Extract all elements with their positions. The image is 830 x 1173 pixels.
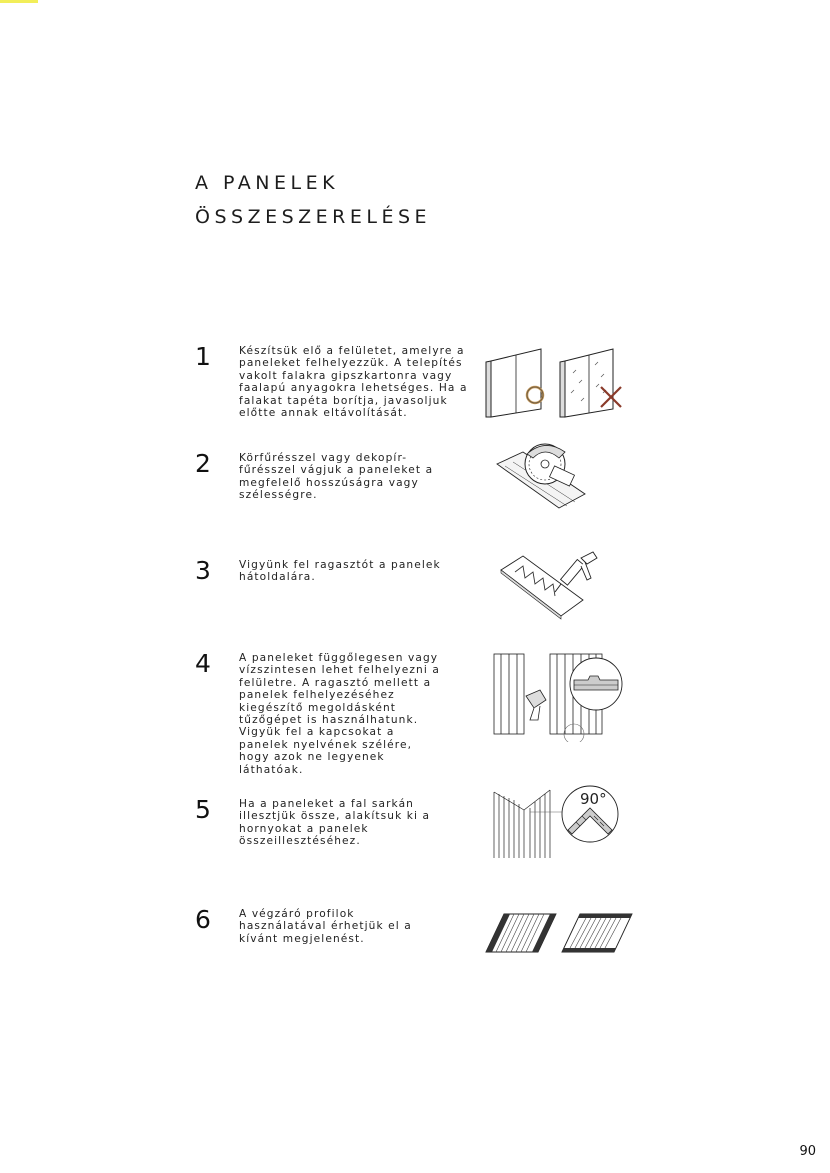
step-text-line: vakolt falakra gipszkartonra vagy bbox=[239, 369, 453, 382]
step-text-line: falakat tapéta borítja, javasoljuk bbox=[239, 394, 448, 407]
end-profile-icon bbox=[482, 908, 634, 956]
step-text-line: vízszintesen lehet felhelyezni a bbox=[239, 664, 440, 677]
step-text-line: kiegészítő megoldásként bbox=[239, 701, 397, 714]
step-text-line: használatával érhetjük el a bbox=[239, 920, 412, 933]
glue-gun-icon bbox=[497, 548, 605, 620]
step-text bbox=[239, 345, 468, 420]
step-text-line: fűrésszel vágjuk a paneleket a bbox=[239, 464, 434, 477]
step-text bbox=[239, 452, 464, 502]
circular-saw-icon bbox=[493, 436, 593, 516]
page-title bbox=[195, 166, 431, 234]
corner-accent-mark bbox=[0, 0, 38, 3]
step-text-line: Ha a paneleket a fal sarkán bbox=[239, 798, 415, 810]
step-text-line: összeillesztéséhez. bbox=[239, 835, 361, 848]
stapler-mounting-icon bbox=[490, 650, 625, 742]
step-number: 6 bbox=[195, 905, 211, 934]
angle-label: 90° bbox=[580, 790, 607, 808]
title-line-1: A PANELEK bbox=[195, 172, 340, 194]
step-text-line: Vigyünk fel ragasztót a panelek bbox=[239, 559, 441, 571]
title-line-2: ÖSSZESZERELÉSE bbox=[195, 206, 432, 228]
step-text-line: A végzáró profilok bbox=[239, 908, 355, 920]
step-text-line: faalapú anyagokra lehetséges. Ha a bbox=[239, 382, 468, 395]
step-text-line: szélességre. bbox=[239, 489, 318, 502]
step-text-line: kívánt megjelenést. bbox=[239, 932, 365, 945]
step-text-line: paneleket felhelyezzük. A telepítés bbox=[239, 357, 463, 370]
step-text-line: tűzőgépet is használhatunk. bbox=[239, 714, 419, 727]
step-text bbox=[239, 908, 464, 945]
step-number: 5 bbox=[195, 795, 211, 824]
step-text bbox=[239, 559, 464, 584]
step-text-line: Készítsük elő a felületet, amelyre a bbox=[239, 345, 465, 357]
step-text-line: illesztjük össze, alakítsuk ki a bbox=[239, 810, 431, 823]
step-text-line: hogy azok ne legyenek bbox=[239, 751, 385, 764]
step-text bbox=[239, 652, 464, 776]
step-text-line: panelek felhelyezéséhez bbox=[239, 689, 395, 702]
step-text-line: hornyokat a panelek bbox=[239, 822, 369, 835]
step-text-line: Körfűrésszel vagy dekopír- bbox=[239, 452, 408, 464]
step-number: 2 bbox=[195, 449, 211, 478]
step-number: 1 bbox=[195, 342, 211, 371]
step-text-line: Vigyük fel a kapcsokat a bbox=[239, 726, 395, 739]
step-text-line: A paneleket függőlegesen vagy bbox=[239, 652, 439, 664]
step-text-line: megfelelő hosszúságra vagy bbox=[239, 476, 419, 489]
step-text-line: láthatóak. bbox=[239, 763, 304, 776]
step-number: 4 bbox=[195, 649, 211, 678]
step-text-line: előtte annak eltávolítását. bbox=[239, 407, 408, 420]
step-number: 3 bbox=[195, 556, 211, 585]
step-text-line: hátoldalára. bbox=[239, 571, 316, 584]
step-text-line: panelek nyelvének szélére, bbox=[239, 738, 413, 751]
wall-preparation-icon bbox=[483, 343, 633, 421]
page-number: 90 bbox=[799, 1144, 816, 1159]
step-text-line: felületre. A ragasztó mellett a bbox=[239, 676, 432, 689]
step-text bbox=[239, 798, 464, 848]
